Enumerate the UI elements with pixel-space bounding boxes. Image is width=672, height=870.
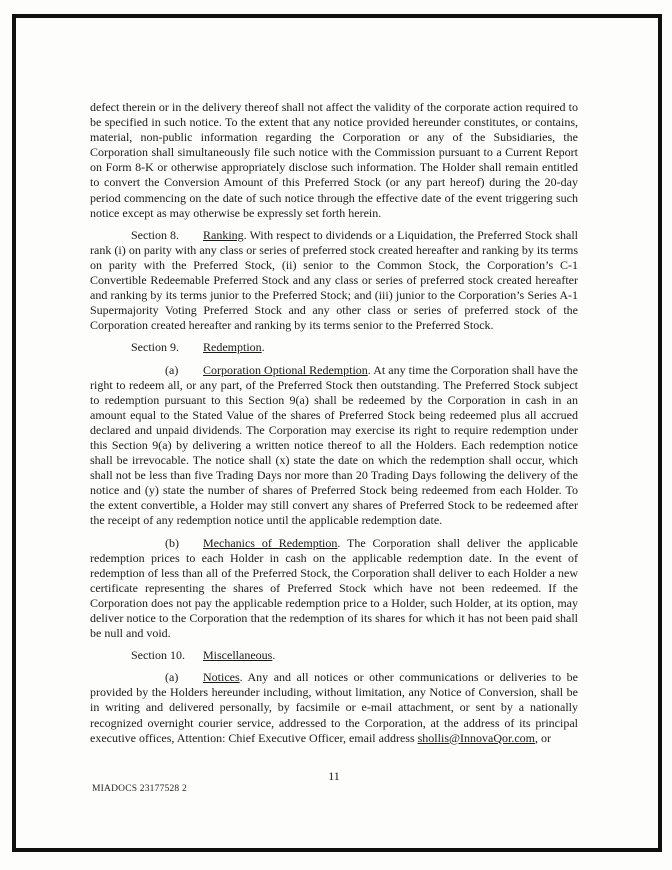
paragraph-label: Section 9.	[131, 340, 179, 355]
body-text: .	[272, 648, 276, 663]
body-text: defect therein or in the delivery thereof shall not affect the validity of the corporate action required to be specified in such notice. To the extent that any notice provided hereunder constitutes, or contains, material, non-public information regarding the Corporation or any of the Subsidiaries, the Corporation shall simultaneously file such notice with the Commission pursuant to a Current Report on Form 8-K or otherwise appropriately disclose such information. The Holder shall remain entitled to convert the Conversion Amount of this Preferred Stock (or any part hereof) during the 20-day period commencing on the date of such notice through the effective date of the event triggering such notice except as may otherwise be expressly set forth herein.	[90, 100, 578, 220]
paragraph-label: Section 8.	[131, 227, 179, 242]
underlined-text: Notices	[203, 670, 240, 685]
document-body	[90, 100, 578, 746]
paragraph	[90, 670, 578, 745]
body-text: . The Corporation shall deliver the applicable redemption prices to each Holder in cash on the applicable redemption date. In the event of redemption of less than all of the Preferred Stock, the Corporation shall deliver to each Holder a new certificate representing the shares of Preferred Stock which have not been redeemed. If the Corporation does not pay the applicable redemption price to a Holder, such Holder, at its option, may deliver notice to the Corporation that the redemption of its shares for which it has not been paid shall be null and void.	[90, 535, 578, 641]
underlined-text: Corporation Optional Redemption	[203, 362, 368, 377]
document-id-stamp: MIADOCS 23177528 2	[92, 784, 187, 794]
paragraph-label: Section 10.	[131, 648, 185, 663]
body-text: . At any time the Corporation shall have the right to redeem all, or any part, of the Preferred Stock then outstanding. The Preferred Stock subject to redemption pursuant to this Section 9(a) shall be redeemed by the Corporation in cash in an amount equal to the Stated Value of the shares of Preferred Stock being redeemed plus all accrued declared and unpaid dividends. The Corporation may exercise its right to require redemption under this Section 9(a) by delivering a written notice thereof to all the Holders. Each redemption notice shall be irrevocable. The notice shall (x) state the date on which the redemption shall occur, which shall not be less than five Trading Days nor more than 20 Trading Days following the delivery of the notice and (y) state the number of shares of Preferred Stock being redeemed from each Holder. To the extent convertible, a Holder may still convert any shares of Preferred Stock to be redeemed after the receipt of any redemption notice until the applicable redemption date.	[90, 362, 578, 528]
body-text: . Any and all notices or other communications or deliveries to be provided by the Holders hereunder including, without limitation, any Notice of Conversion, shall be in writing and delivered personally, by facsimile or e-mail attachment, or sent by a nationally recognized overnight courier service, addressed to the Corporation, at the address of its principal executive offices, Attention: Chief Executive Officer, email address	[90, 670, 578, 745]
underlined-text: Miscellaneous	[203, 648, 273, 663]
paragraph-label: (a)	[165, 362, 179, 377]
paragraph	[90, 363, 578, 529]
paragraph	[90, 536, 578, 642]
body-text: .	[261, 340, 265, 355]
paragraph-label: (b)	[165, 535, 179, 550]
paragraph	[90, 340, 578, 355]
underlined-text: Ranking	[203, 227, 244, 242]
paragraph	[90, 228, 578, 334]
paragraph-label: (a)	[165, 670, 179, 685]
body-text: , or	[535, 730, 552, 745]
paragraph	[90, 648, 578, 663]
page-number: 11	[328, 769, 340, 783]
underlined-text: Redemption	[203, 340, 262, 355]
paragraph	[90, 100, 578, 221]
body-text: . With respect to dividends or a Liquidation, the Preferred Stock shall rank (i) on parity with any class or series of preferred stock created hereafter and ranking by its terms on parity with the Preferred Stock, (ii) senior to the Common Stock, the Corporation’s C-1 Convertible Redeemable Preferred Stock and any class or series of preferred stock created hereafter and ranking by its terms junior to the Preferred Stock; and (iii) junior to the Corporation’s Series A-1 Supermajority Voting Preferred Stock and any other class or series of preferred stock of the Corporation created hereafter and ranking by its terms senior to the Preferred Stock.	[90, 227, 578, 333]
underlined-text: Mechanics of Redemption	[203, 535, 338, 550]
underlined-text: shollis@InnovaQor.com	[417, 730, 536, 745]
